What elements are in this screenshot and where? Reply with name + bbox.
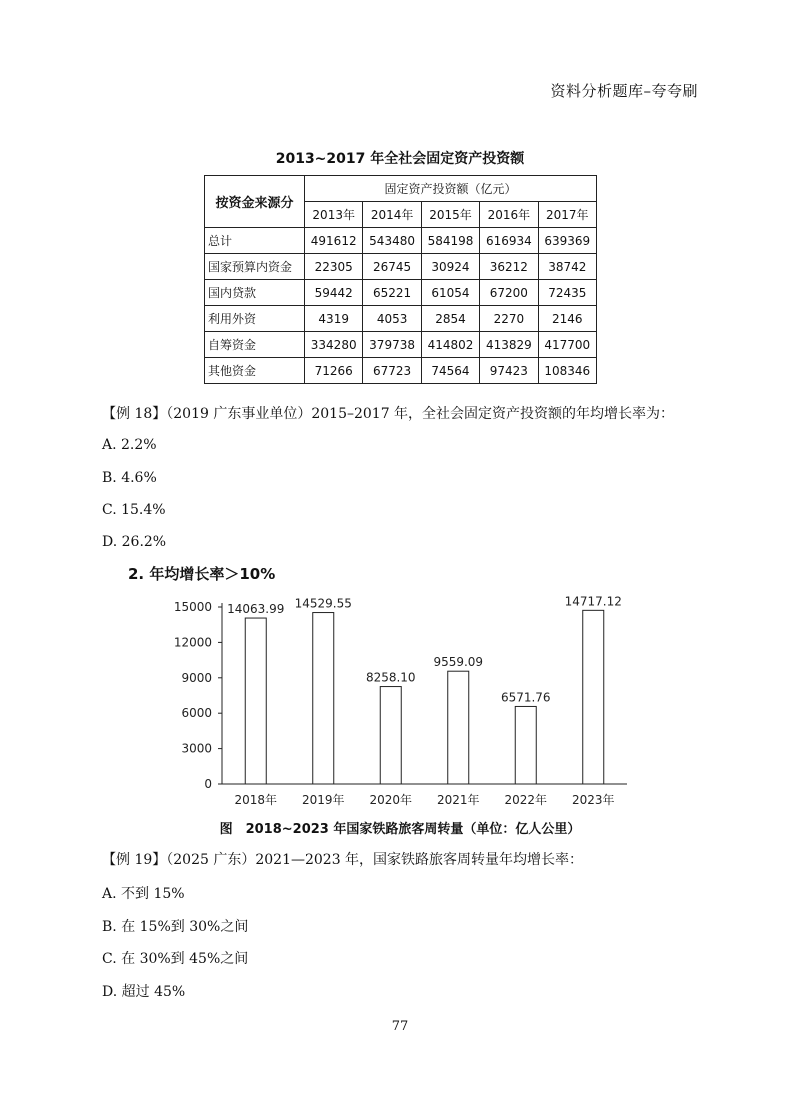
question-19-option[interactable]: B. 在 15%到 30%之间 (102, 919, 249, 935)
table-cell: 417700 (538, 332, 596, 358)
y-tick-label: 0 (204, 777, 212, 791)
table-unit-header: 固定资产投资额（亿元） (305, 176, 597, 202)
row-label: 国内贷款 (205, 280, 305, 306)
table-cell: 108346 (538, 358, 596, 384)
x-tick-label: 2019年 (301, 793, 345, 807)
table-cell: 334280 (305, 332, 363, 358)
x-tick-label: 2021年 (436, 793, 480, 807)
question-18-option[interactable]: B. 4.6% (102, 470, 157, 486)
x-tick-label: 2022年 (504, 793, 548, 807)
table-title: 2013~2017 年全社会固定资产投资额 (275, 151, 525, 167)
x-tick-label: 2023年 (571, 793, 615, 807)
table-cell: 67723 (363, 358, 421, 384)
data-label: 9559.09 (433, 655, 484, 670)
y-tick-label: 3000 (181, 741, 212, 756)
bar (515, 706, 536, 784)
question-19-option[interactable]: A. 不到 15% (102, 886, 185, 902)
bar (313, 613, 334, 784)
table-cell: 413829 (480, 332, 538, 358)
table-cell: 38742 (538, 254, 596, 280)
table-cell: 67200 (480, 280, 538, 306)
question-18-stem: 【例 18】（2019 广东事业单位）2015–2017 年，全社会固定资产投资额的年均增长率为： (102, 406, 675, 422)
table-cell: 2854 (421, 306, 479, 332)
data-label: 6571.76 (500, 690, 551, 705)
x-tick-label: 2020年 (369, 793, 413, 807)
bar (583, 610, 604, 784)
table-cell: 491612 (305, 228, 363, 254)
bar (380, 687, 401, 784)
header-text: 资料分析题库–夸夸刷 (550, 82, 698, 100)
table-year-header: 2014年 (363, 202, 421, 228)
table-cell: 379738 (363, 332, 421, 358)
row-label: 自筹资金 (205, 332, 305, 358)
y-tick-label: 12000 (173, 635, 212, 650)
table-cell: 97423 (480, 358, 538, 384)
table-cell: 543480 (363, 228, 421, 254)
table-cell: 414802 (421, 332, 479, 358)
table-cell: 639369 (538, 228, 596, 254)
table-cell: 26745 (363, 254, 421, 280)
section-heading: 2. 年均增长率＞10% (128, 565, 276, 583)
y-tick-label: 15000 (173, 600, 212, 614)
table-cell: 4319 (305, 306, 363, 332)
y-tick-label: 6000 (181, 706, 212, 721)
table-cell: 59442 (305, 280, 363, 306)
table-cell: 72435 (538, 280, 596, 306)
row-label: 国家预算内资金 (205, 254, 305, 280)
table-year-header: 2013年 (305, 202, 363, 228)
table-cell: 30924 (421, 254, 479, 280)
data-label: 14063.99 (227, 602, 285, 617)
table-cell: 4053 (363, 306, 421, 332)
table-cell: 584198 (421, 228, 479, 254)
table-row-header: 按资金来源分 (205, 176, 305, 228)
question-19-option[interactable]: D. 超过 45% (102, 984, 186, 1000)
table-cell: 2270 (480, 306, 538, 332)
row-label: 利用外资 (205, 306, 305, 332)
question-18-option[interactable]: D. 26.2% (102, 534, 167, 550)
bar (245, 618, 266, 784)
table-year-header: 2017年 (538, 202, 596, 228)
question-19-option[interactable]: C. 在 30%到 45%之间 (102, 951, 249, 967)
table-cell: 65221 (363, 280, 421, 306)
page-number: 77 (391, 1019, 409, 1034)
table-cell: 22305 (305, 254, 363, 280)
data-label: 14717.12 (564, 594, 622, 609)
table-cell: 74564 (421, 358, 479, 384)
table-cell: 616934 (480, 228, 538, 254)
figure-caption: 图 2018~2023 年国家铁路旅客周转量（单位：亿人公里） (219, 822, 581, 837)
y-tick-label: 9000 (181, 670, 212, 685)
data-label: 14529.55 (294, 596, 352, 611)
x-tick-label: 2018年 (234, 793, 278, 807)
question-18-option[interactable]: A. 2.2% (102, 437, 157, 453)
question-19-stem: 【例 19】（2025 广东）2021—2023 年，国家铁路旅客周转量年均增长率： (102, 852, 584, 868)
row-label: 其他资金 (205, 358, 305, 384)
question-18-option[interactable]: C. 15.4% (102, 502, 166, 518)
table-year-header: 2016年 (480, 202, 538, 228)
table-cell: 61054 (421, 280, 479, 306)
table-year-header: 2015年 (421, 202, 479, 228)
data-label: 8258.10 (365, 670, 416, 685)
bar (448, 671, 469, 784)
table-cell: 71266 (305, 358, 363, 384)
table-cell: 36212 (480, 254, 538, 280)
row-label: 总计 (205, 228, 305, 254)
table-cell: 2146 (538, 306, 596, 332)
